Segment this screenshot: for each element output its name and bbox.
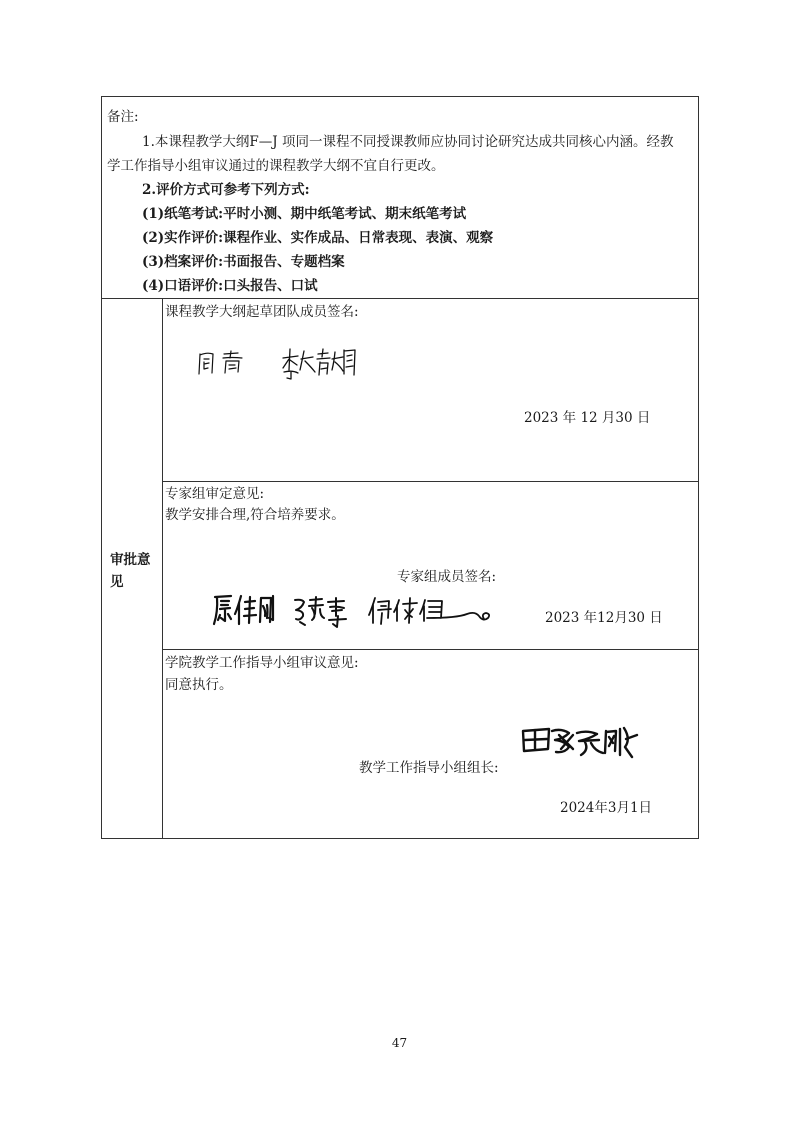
signature-expert-3 xyxy=(367,595,497,627)
row-divider-notes xyxy=(101,298,699,299)
method-item: (3)档案评价:书面报告、专题档案 xyxy=(142,254,345,270)
drafting-team-title: 课程教学大纲起草团队成员签名: xyxy=(165,304,359,320)
column-divider xyxy=(162,298,163,839)
signature-expert-1 xyxy=(211,592,281,628)
page-number: 47 xyxy=(391,1036,408,1050)
method-item: (2)实作评价:课程作业、实作成品、日常表现、表演、观察 xyxy=(142,230,494,246)
college-group-opinion: 同意执行。 xyxy=(165,677,233,693)
notes-heading: 备注: xyxy=(107,109,139,125)
expert-group-opinion: 教学安排合理,符合培养要求。 xyxy=(165,507,345,523)
signature-expert-2 xyxy=(292,594,352,630)
row-divider-expert xyxy=(162,481,699,482)
expert-group-date: 2023 年12月30 日 xyxy=(545,610,663,626)
college-group-date: 2024年3月1日 xyxy=(560,800,653,816)
signature-drafter-2 xyxy=(280,344,360,382)
drafting-team-date: 2023 年 12 月30 日 xyxy=(524,410,651,426)
notes-item1-line1: 1.本课程教学大纲F—J 项同一课程不同授课教师应协同讨论研究达成共同核心内涵。经教 xyxy=(142,134,674,150)
notes-item1-line2: 学工作指导小组审议通过的课程教学大纲不宜自行更改。 xyxy=(107,158,445,174)
method-item: (1)纸笔考试:平时小测、期中纸笔考试、期末纸笔考试 xyxy=(142,206,467,222)
expert-group-title: 专家组审定意见: xyxy=(165,486,265,502)
college-signature-label: 教学工作指导小组组长: xyxy=(359,760,499,776)
expert-signature-label: 专家组成员签名: xyxy=(397,569,497,585)
college-group-title: 学院教学工作指导小组审议意见: xyxy=(165,655,359,671)
signature-college-leader xyxy=(519,725,645,761)
signature-drafter-1 xyxy=(196,348,258,380)
approval-label-line2: 见 xyxy=(110,574,124,590)
method-item: (4)口语评价:口头报告、口试 xyxy=(142,278,318,294)
approval-label-line1: 审批意 xyxy=(110,552,151,568)
notes-item2: 2.评价方式可参考下列方式: xyxy=(142,182,310,198)
row-divider-college xyxy=(162,649,699,650)
